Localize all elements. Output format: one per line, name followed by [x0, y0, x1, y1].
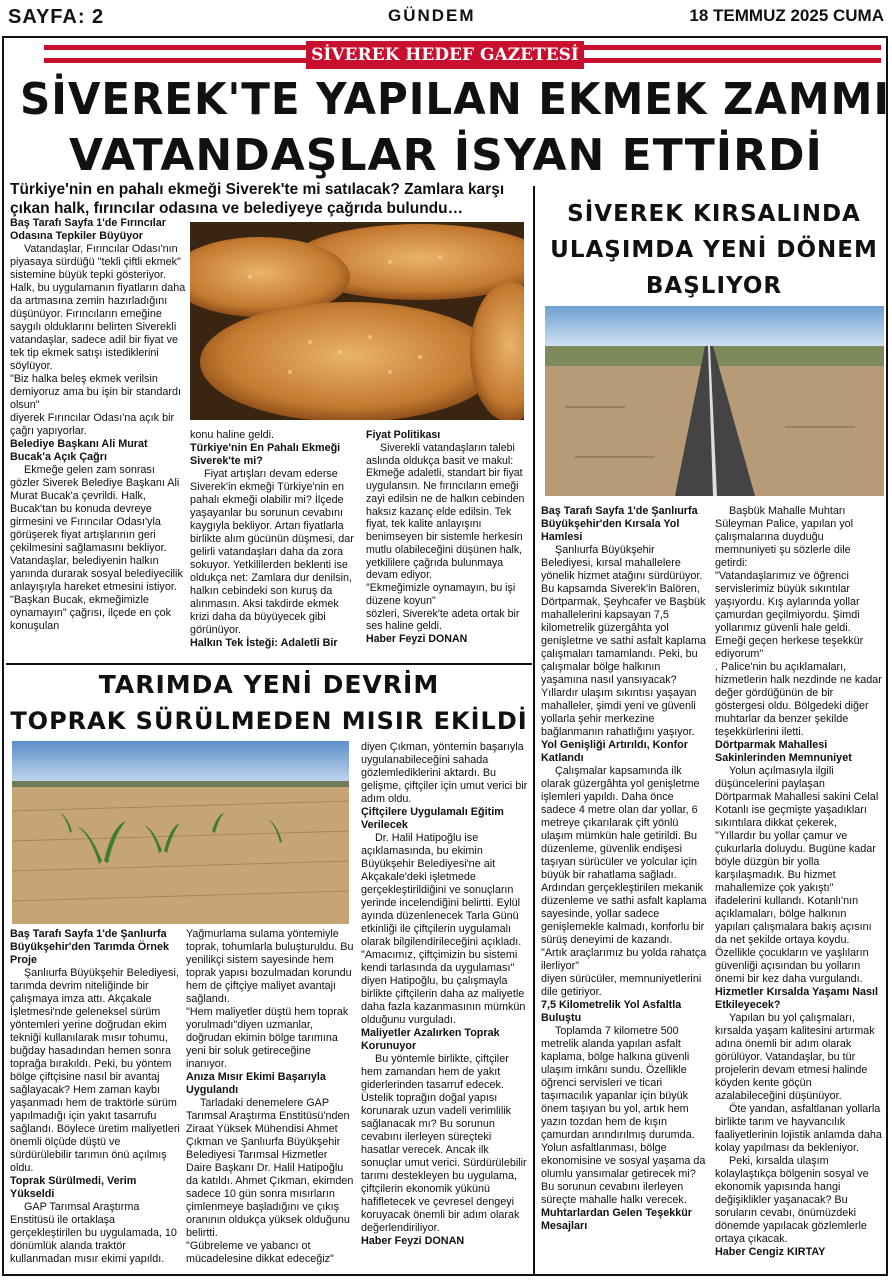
farm-photo [12, 741, 349, 924]
newspaper-banner: SİVEREK HEDEF GAZETESİ [306, 41, 584, 69]
subheading: Baş Tarafı Sayfa 1'de Şanlıurfa Büyükşehir'den Tarımda Örnek Proje [10, 928, 169, 966]
page-number: SAYFA: 2 [8, 6, 105, 28]
paragraph: "Artık araçlarımız bu yolda rahatça ilerliyor" [541, 947, 707, 972]
paragraph: "Amacımız, çiftçimizin bu sistemi kendi tarlasında da uygulaması" diyen Hatipoğlu, bu çalışmayla birlikte çiftçilerin daha az maliyetle daha fazla kazanmasının mümkün olduğunu vurguladı. [361, 949, 526, 1026]
paragraph: Yağmurlama sulama yöntemiyle toprak, tohumlarla buluşturuldu. Bu yenilikçi sistem sayesinde hem toprak yapısı bozulmadan korundu hem de çiftçiye maliyet avantajı sağlandı. [186, 928, 354, 1005]
subheading: Halkın Tek İsteği: Adaletli Bir [190, 637, 338, 649]
farm-image [12, 741, 349, 924]
paragraph: Çalışmalar kapsamında ilk olarak güzergâhta yol genişletme işlemleri yapıldı. Daha önce sadece 4 metre olan dar yollar, 6 metreye çıkarılarak çift yönlü ulaşım mümkün hale getirildi. Bu düzenleme, güvenlik endişesi taşıyan sürücüler ve yolcular için büyük bir rahatlama sağladı. Ardından gerçekleştirilen mekanik düzenleme ve sathi asfalt kaplama sayesinde, yollar sadece genişlemekle kalmadı, konforlu bir sürüş deneyimi de kazandı. [541, 765, 707, 946]
subheading: Yol Genişliği Artırıldı, Konfor Katlandı [541, 739, 688, 764]
paragraph: Şanlıurfa Büyükşehir Belediyesi, kırsal mahallelere yönelik hizmet atağını sürdürüyor. Bu kapsamda Siverek'in Balören, Dörtparmak, Şeyhcafer ve Başbük mahallelerini kapsayan 7,5 kilometrelik güzergâhta yol genişletme ve sathi asfalt kaplama çalışmaları tamamlandı. Peki, bu çalışmalar bölge halkının yaşamına nasıl yansıyacak? Yıllardır ulaşım sıkıntısı yaşayan mahalleler, şimdi yeni ve güvenli yollarla şehir merkezine bağlanmanın rahatlığını yaşıyor. [541, 544, 707, 738]
subheading: Anıza Mısır Ekimi Başarıyla Uygulandı [186, 1071, 326, 1096]
paragraph: "Yıllardır bu yollar çamur ve çukurlarla doluydu. Bugüne kadar böyle düzgün bir yolla karşılaşmadık. Bu hizmet mahallemize çok yakıştı" [715, 830, 876, 894]
paragraph: Şanlıurfa Büyükşehir Belediyesi, tarımda devrim niteliğinde bir çalışmaya imza attı. Akçakale İşletmesi'nde geleneksel sürüm yöntemleri yerine doğrudan ekim tekniği kullanılarak mısır tohumu, buğday hasadından hemen sonra toprağa bırakıldı. Peki, bu yöntem bölge çiftçisine nasıl bir avantaj sağlayacak? Hem zaman kaybı yaşanmadı hem de traktörle sürüm yapılmadığı için yakıt tasarrufu sağlandı. Böylece üretim maliyetleri önemli ölçüde düştü ve sürdürülebilir tarımın önü açılmış oldu. [10, 967, 180, 1174]
paragraph: Öte yandan, asfaltlanan yollarla birlikte tarım ve hayvancılık faaliyetlerinin lojistik anlamda daha kolay yapılması da bekleniyor. [715, 1103, 882, 1154]
main-headline-line1: SİVEREK'TE YAPILAN EKMEK ZAMMI [20, 74, 891, 125]
farm-headline-line1: TARIMDA YENİ DEVRİM [98, 670, 440, 699]
paragraph: "Gübreleme ve yabancı ot mücadelesine dikkat edeceğiz" [186, 1240, 334, 1265]
road-headline-line2: ULAŞIMDA YENİ DÖNEM [550, 237, 878, 263]
paragraph: Başbük Mahalle Muhtarı Süleyman Palice, yapılan yol çalışmalarına duyduğu memnuniyeti şu sözlerle dile getirdi: [715, 505, 854, 569]
subheading: Baş Tarafı Sayfa 1'de Fırıncılar Odasına Tepkiler Büyüyor [10, 217, 166, 242]
column-divider [533, 186, 535, 1274]
paragraph: "Ekmeğimizle oynamayın, bu işi düzene koyun" [366, 582, 516, 607]
subheading: Fiyat Politikası [366, 429, 441, 441]
paragraph: Yapılan bu yol çalışmaları, kırsalda yaşam kalitesini artırmak adına önemli bir adım olarak görülüyor. Vatandaşlar, bu tür projelerin devam etmesi halinde köyden kente göçün azalabileceğini düşünüyor. [715, 1012, 875, 1102]
section-divider [6, 663, 532, 665]
paragraph: "Hem maliyetler düştü hem toprak yorulmadı"diyen uzmanlar, doğrudan ekimin bölge tarımına yeni bir soluk getireceğine inanıyor. [186, 1006, 349, 1070]
road-headline [538, 196, 890, 304]
subheading: 7,5 Kilometrelik Yol Asfaltla Buluştu [541, 999, 682, 1024]
farm-headline-line2: TOPRAK SÜRÜLMEDEN MISIR EKİLDİ [10, 707, 528, 735]
road-headline-line1: SİVEREK KIRSALINDA [567, 201, 861, 227]
bread-article-col2 [190, 429, 358, 650]
section-name: GÜNDEM [388, 6, 476, 25]
subheading: Maliyetler Azalırken Toprak Korunuyor [361, 1027, 500, 1052]
bread-article-col3 [366, 429, 526, 646]
paragraph: "Biz halka beleş ekmek verilsin demiyoruz ama bu işin bir standardı olsun" [10, 373, 182, 411]
farm-article-col1 [10, 928, 180, 1266]
paragraph: Tarladaki denemelere GAP Tarımsal Araştırma Enstitüsü'nden Ziraat Yüksek Mühendisi Ahmet Çıkman ve Şanlıurfa Büyükşehir Belediyesi Tarımsal Hizmetler Daire Başkanı Dr. Halil Hatipoğlu da katıldı. Ahmet Çıkman, ekimden sadece 10 gün sonra mısırların çimlenmeye başladığını ve çıkış oranının oldukça yüksek olduğunu belirtti. [186, 1097, 354, 1239]
paragraph: ifadelerini kullandı. Kotanlı'nın açıklamaları, bölge halkının yapılan çalışmalara bakış açısını da net şekilde ortaya koydu. Özellikle çocukların ve yaşlıların güvenliği açısından bu yolların önemi bir kez daha vurgulandı. [715, 895, 872, 985]
subheading: Haber Feyzi DONAN [361, 1235, 465, 1247]
subheading: Hizmetler Kırsalda Yaşamı Nasıl Etkileyecek? [715, 986, 879, 1011]
paragraph: Siverekli vatandaşların talebi aslında oldukça basit ve makul: Ekmeğe adaletli, standart bir fiyat uygulansın. Ne fırıncıların emeği zayi edilsin ne de halkın cebinden haksız kazanç elde edilsin. Tek fiyat, tek kalite anlayışını benimseyen bir sistemle herkesin mutlu olabileceğini düşünen halk, yetkililere çağrıda bulunmaya devam ediyor. [366, 441, 525, 582]
paragraph: "Vatandaşlarımız ve öğrenci servislerimiz büyük sıkıntılar yaşıyordu. Kış aylarında yollar çamurdan geçilmiyordu. Şimdi yollarımız güvenli hale geldi. Emeği geçen herkese teşekkür ediyorum" [715, 570, 864, 660]
subheading: Muhtarlardan Gelen Teşekkür Mesajları [541, 1207, 693, 1232]
road-image [545, 306, 884, 496]
top-bar [0, 0, 892, 34]
paragraph: diyen Çıkman, yöntemin başarıyla uygulanabileceğini sahada gözlemlediklerini aktardı. Bu gelişme, çiftçiler için umut verici bir adım oldu. [361, 741, 528, 805]
subheading: Haber Feyzi DONAN [366, 633, 468, 646]
paragraph: Ekmeğe gelen zam sonrası gözler Siverek Belediye Başkanı Ali Murat Bucak'a çevrildi. Halk, Bucak'tan bu konuda devreye girmesini ve Fırıncılar Odası'yla görüşerek fiyat artışlarının geri çekilmesini sağlamasını bekliyor. Vatandaşlar, belediyenin halkın yanında durarak sosyal belediyecilik anlayışıyla hareket etmesini istiyor. "Başkan Bucak, ekmeğimizle oynamayın" çağrısı, ilçede en çok konuşulan [10, 464, 183, 632]
subheading: Dörtparmak Mahallesi Sakinlerinden Memnuniyet [715, 739, 852, 764]
paragraph: sözleri, Siverek'te adeta ortak bir ses haline geldi. [366, 607, 520, 633]
road-article-col2 [715, 505, 883, 1259]
bread-photo [190, 222, 524, 420]
subheading: Baş Tarafı Sayfa 1'de Şanlıurfa Büyükşehir'den Kırsala Yol Hamlesi [541, 505, 698, 543]
road-article-col1 [541, 505, 707, 1233]
farm-article-col2 [186, 928, 354, 1266]
paragraph: Peki, kırsalda ulaşım kolaylaştıkça bölgenin sosyal ve ekonomik yapısında hangi değişiklikler yaşanacak? Bu soruların cevabı, önümüzdeki dönemde yapılacak gözlemlerle ortaya çıkacak. [715, 1155, 869, 1245]
farm-article-col3 [361, 741, 528, 1248]
subheading: Çiftçilere Uygulamalı Eğitim Verilecek [361, 806, 504, 831]
paragraph: . Palice'nin bu açıklamaları, hizmetlerin halk nezdinde ne kadar değer gördüğünün de bir göstergesi oldu. Bölgedeki diğer muhtarlar da benzer şekilde teşekkürlerini iletti. [715, 661, 882, 738]
paragraph: Vatandaşlar, Fırıncılar Odası'nın piyasaya sürdüğü "tekli çiftli ekmek" sistemine büyük tepki gösteriyor. Halk, bu uygulamanın fiyatların daha da artmasına zemin hazırladığını düşünüyor. Fırıncıların emeğine saygılı olduklarını belirten Siverekli vatandaşlar, sadece adil bir fiyat ve tek tip ekmek satışı istediklerini söylüyor. [10, 243, 186, 372]
paragraph: Bu yöntemle birlikte, çiftçiler hem zamandan hem de yakıt giderlerinden tasarruf edecek. Üstelik toprağın doğal yapısı korunarak uzun vadeli verimlilik sağlanacak mı? Bu sorunun cevabını ilerleyen süreçteki hasatlar verecek. Ancak ilk sonuçlar umut verici. Sürdürülebilir tarımı destekleyen bu uygulama, çiftçilerin ekonomik yükünü hafifletecek ve çevresel dengeyi koruyacak önemli bir adım olarak değerlendiriliyor. [361, 1053, 527, 1234]
paragraph: diyen sürücüler, memnuniyetlerini dile getiriyor. [541, 973, 702, 998]
subheading: Haber Cengiz KIRTAY [715, 1246, 826, 1258]
road-headline-line3: BAŞLIYOR [645, 273, 783, 299]
bread-article-col1 [10, 217, 186, 633]
subheading: Türkiye'nin En Pahalı Ekmeği Siverek'te mi? [190, 442, 341, 467]
main-headline-line2: VATANDAŞLAR İSYAN ETTİRDİ [69, 130, 823, 181]
paragraph: Fiyat artışları devam ederse Siverek'in ekmeği Türkiye'nin en pahalı ekmeği olabilir mi? İlçede yaşayanlar bu sorunun cevabını kaygıyla bekliyor. Artan fiyatlarla birlikte alım gücünün düşmesi, dar gelirli vatandaşları daha da zora sokuyor. Yetkililerden beklenti ise oldukça net: Zamlara dur denilsin, halkın cebindeki son kuruş da alınmasın. Aksi takdirde ekmek krizi daha da büyüyecek gibi görünüyor. [190, 468, 354, 636]
bread-image [190, 222, 524, 420]
road-photo [545, 306, 884, 496]
paragraph: konu haline geldi. [190, 429, 275, 441]
subheading: Belediye Başkanı Ali Murat Bucak'a Açık Çağrı [10, 438, 148, 463]
paragraph: diyerek Fırıncılar Odası'na açık bir çağrı yapıyorlar. [10, 412, 175, 437]
paragraph: GAP Tarımsal Araştırma Enstitüsü ile ortaklaşa gerçekleştirilen bu uygulamada, 10 dönümlük alanda traktör kullanmadan mısır ekimi yapıldı. [10, 1201, 177, 1265]
subheading: Toprak Sürülmedi, Verim Yükseldi [10, 1175, 137, 1200]
paragraph: Dr. Halil Hatipoğlu ise açıklamasında, bu ekimin Büyükşehir Belediyesi'ne ait Akçakale'deki işletmede gerçekleştirildiğini ve sonuçların yerinde incelendiğini belirtti. Eylül ayında düzenlenecek Tarla Günü etkinliği ile çiftçilerin uygulamalı olarak bilgilendirileceğini açıkladı. [361, 832, 522, 948]
paragraph: Yolun açılmasıyla ilgili düşüncelerini paylaşan Dörtparmak Mahallesi sakini Celal Kotanlı ise geçmişte yaşadıkları sıkıntılara dikkat çekerek, [715, 765, 879, 829]
issue-date: 18 TEMMUZ 2025 CUMA [689, 6, 884, 25]
paragraph: Toplamda 7 kilometre 500 metrelik alanda yapılan asfalt kaplama, bölge halkına güvenli ulaşım imkânı sundu. Özellikle öğrenci servisleri ve ticari taşımacılık yapanlar için büyük önem taşıyan bu yol, artık hem yazın tozdan hem de kışın çamurdan arındırılmış durumda. Yolun asfaltlanması, bölge ekonomisine ve sosyal yaşama da olumlu yansımalar getirecek mi? Bu sorunun cevabını ilerleyen süreçte mahalle halkı verecek. [541, 1025, 706, 1206]
main-deck: Türkiye'nin en pahalı ekmeği Siverek'te mi satılacak? Zamlara karşı çıkan halk, fırıncılar odasına ve belediyeye çağrıda bulundu… [10, 181, 505, 217]
